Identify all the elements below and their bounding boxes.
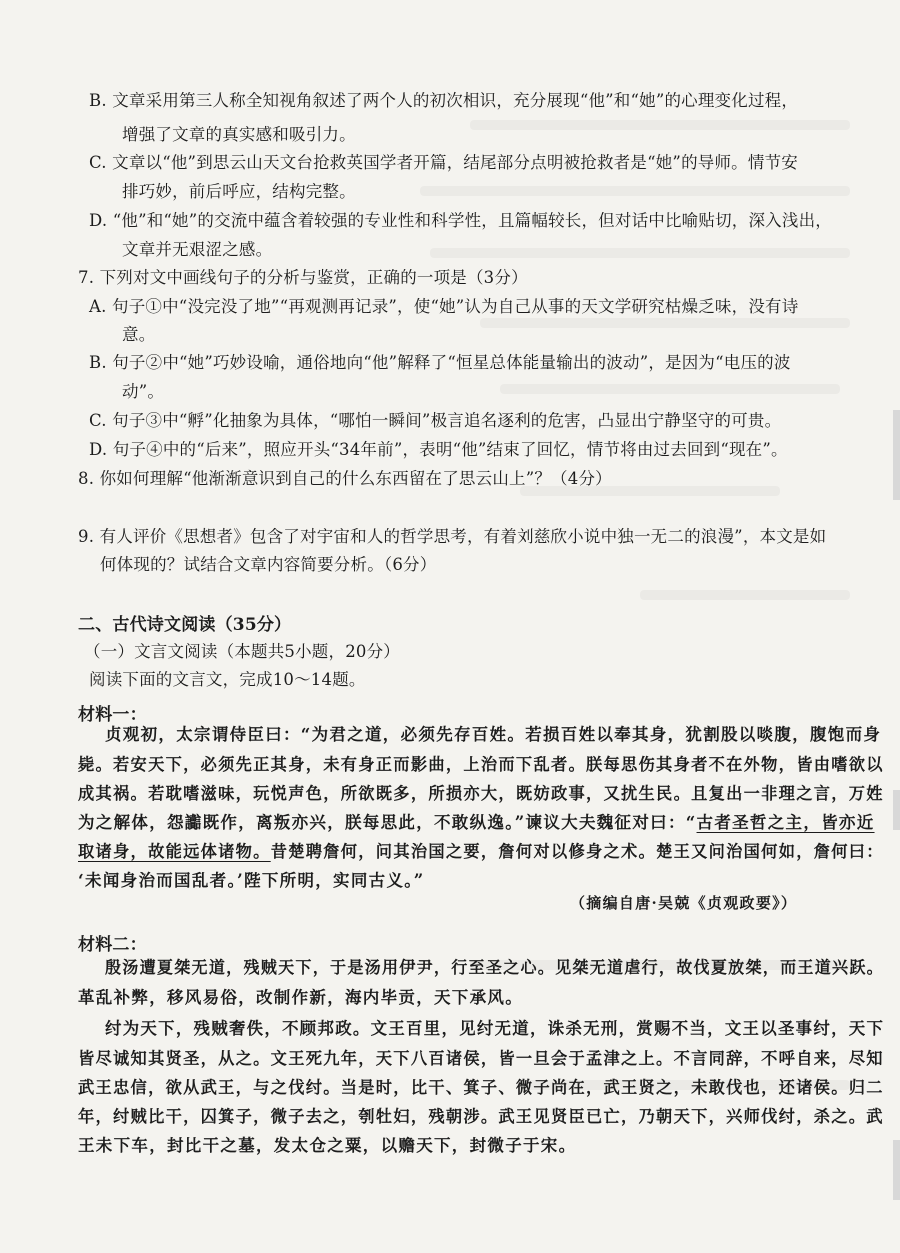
material-two-label: 材料二： [78, 935, 147, 955]
material-one-line1: 贞观初，太宗谓侍臣曰：“为君之道，必须先存百姓。若损百姓以奉其身，犹割股以啖腹，腹饱而身 [105, 725, 882, 744]
q6-option-c-line1: C. 文章以“他”到思云山天文台抢救英国学者开篇，结尾部分点明被抢救者是“她”的导师。情节安 [89, 153, 798, 172]
material-one-line6: ‘未闻身治而国乱者。’陛下所明，实同古义。” [78, 871, 425, 890]
q7-option-a-line2: 意。 [122, 325, 156, 344]
q7-option-a-line1: A. 句子①中“没完没了地”“再观测再记录”，使“她”认为自己从事的天文学研究枯燥乏味，没有诗 [89, 297, 799, 316]
section-title: 二、古代诗文阅读（35分） [78, 615, 292, 635]
material-one-line4-text: 为之解体，怨讟既作，离叛亦兴，朕每思此，不敢纵逸。”谏议大夫魏征对曰：“ [78, 813, 697, 832]
material-two-line6: 年，纣贼比干，囚箕子，微子去之，刳牡妇，残朝涉。武王见贤臣已亡，乃朝天下，兴师伐纣，杀之。武 [78, 1107, 884, 1126]
q7-option-c: C. 句子③中“孵”化抽象为具体，“哪怕一瞬间”极言追名逐利的危害，凸显出宁静坚守的可贵。 [89, 411, 782, 430]
material-two-line7: 王未下车，封比干之墓，发太仓之粟，以赡天下，封微子于宋。 [78, 1136, 577, 1155]
q7-stem: 7. 下列对文中画线句子的分析与鉴赏，正确的一项是（3分） [78, 268, 528, 287]
q6-option-d-line2: 文章并无艰涩之感。 [122, 240, 273, 259]
material-one-source: （摘编自唐·吴兢《贞观政要》） [570, 894, 798, 912]
q6-option-b-line1: B. 文章采用第三人称全知视角叙述了两个人的初次相识，充分展现“他”和“她”的心理变化过程， [89, 91, 799, 110]
q7-option-d: D. 句子④中的“后来”，照应开头“34年前”，表明“他”结束了回忆，情节将由过去回到“现在”。 [89, 440, 788, 459]
material-one-line3: 成其祸。若耽嗜滋味，玩悦声色，所欲既多，所损亦大，既妨政事，又扰生民。且复出一非理之言，万姓 [78, 784, 884, 803]
page-edge-mark [893, 790, 900, 830]
q7-option-b-line1: B. 句子②中“她”巧妙设喻，通俗地向“他”解释了“恒星总体能量输出的波动”，是因为“电压的波 [89, 353, 791, 372]
material-two-line4: 皆尽诚知其贤圣，从之。文王死九年，天下八百诸侯，皆一旦会于孟津之上。不言同辞，不呼自来，尽知 [78, 1049, 884, 1068]
material-two-line1: 殷汤遭夏桀无道，残贼天下，于是汤用伊尹，行至圣之心。见桀无道虐行，故伐夏放桀，而王道兴跃。 [105, 958, 884, 977]
page-edge-mark [893, 1140, 900, 1200]
material-two-line3: 纣为天下，残贼奢佚，不顾邦政。文王百里，见纣无道，诛杀无刑，赏赐不当，文王以圣事纣，天下 [105, 1019, 885, 1038]
material-two-line2: 革乱补弊，移风易俗，改制作新，海内毕贡，天下承风。 [78, 988, 523, 1007]
q8-stem: 8. 你如何理解“他渐渐意识到自己的什么东西留在了思云山上”？（4分） [78, 469, 612, 488]
q6-option-b-line2: 增强了文章的真实感和吸引力。 [122, 125, 356, 144]
q7-option-b-line2: 动”。 [122, 382, 165, 401]
q9-stem-line1: 9. 有人评价《思想者》包含了对宇宙和人的哲学思考，有着刘慈欣小说中独一无二的浪漫”，本文是如 [78, 527, 827, 546]
instructions: 阅读下面的文言文，完成10～14题。 [89, 670, 366, 689]
q6-option-d-line1: D. “他”和“她”的交流中蕴含着较强的专业性和科学性，且篇幅较长，但对话中比喻贴切，深入浅出， [89, 211, 832, 230]
underlined-sentence-part1: 古者圣哲之主，皆亦近 [696, 813, 875, 832]
material-one-label: 材料一： [78, 705, 147, 725]
q6-option-c-line2: 排巧妙，前后呼应，结构完整。 [122, 182, 356, 201]
material-one-line5-text: 昔楚聘詹何，问其治国之要，詹何对以修身之术。楚王又问治国何如，詹何曰： [270, 842, 884, 861]
material-one-line2: 毙。若安天下，必须先正其身，未有身正而影曲，上治而下乱者。朕每思伤其身者不在外物，皆由嗜欲以 [78, 755, 884, 774]
material-two-line5: 武王忠信，欲从武王，与之伐纣。当是时，比干、箕子、微子尚在，武王贤之，未敢伐也，还诸侯。归二 [78, 1078, 884, 1097]
material-one-line5 [78, 840, 884, 864]
underlined-sentence-part2: 取诸身，故能远体诸物。 [78, 842, 271, 861]
q9-stem-line2: 何体现的？试结合文章内容简要分析。（6分） [100, 555, 437, 574]
material-one-line4 [78, 811, 875, 835]
page-edge-mark [893, 410, 900, 500]
subsection-title: （一）文言文阅读（本题共5小题，20分） [84, 642, 400, 661]
